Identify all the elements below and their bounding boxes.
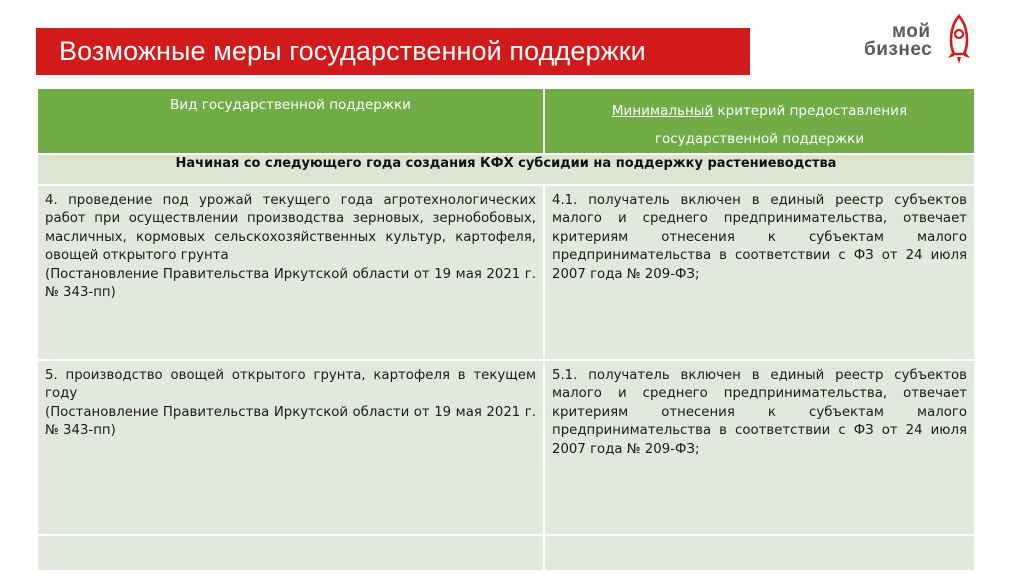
section-title: Начиная со следующего года создания КФХ субсидии на поддержку растениеводства (37, 154, 975, 185)
row-criterion-cell (544, 185, 975, 360)
criterion-text: 4.1. получатель включен в единый реестр субъектов малого и среднего предпринимательства, отвечает критериям отнесения к субъектам малого предпринимательства в соответствии с ФЗ от 24 июля 2007 года № 209-ФЗ; (552, 193, 967, 282)
rocket-icon (944, 14, 974, 72)
support-description: 4. проведение под урожай текущего года агротехнологических работ при осуществлении производства зерновых, зернобобовых, масличных, кормовых сельскохозяйственных культур, картофеля, овощей открытого грунта (45, 193, 536, 264)
table-row (37, 185, 975, 360)
support-measures-table (36, 87, 976, 572)
empty-cell-left (37, 535, 544, 571)
slide-title: Возможные меры государственной поддержки (59, 36, 646, 66)
table-header-row (37, 88, 975, 154)
header-min-criterion (544, 88, 975, 154)
empty-row (37, 535, 975, 571)
table-row (37, 360, 975, 535)
header-support-type: Вид государственной поддержки (37, 88, 544, 154)
criterion-text: 5.1. получатель включен в единый реестр субъектов малого и среднего предпринимательства, отвечает критериям отнесения к субъектам малого предпринимательства в соответствии с ФЗ от 24 июля 2007 года № 209-ФЗ; (552, 368, 967, 457)
empty-cell-right (544, 535, 975, 571)
header-criterion-rest: критерий предоставления (713, 103, 908, 119)
row-support-cell (37, 185, 544, 360)
row-criterion-cell (544, 360, 975, 535)
logo-word-biznes: бизнес (864, 39, 933, 60)
logo-word-moy: мой (892, 21, 931, 42)
support-reference: (Постановление Правительства Иркутской области от 19 мая 2021 г. № 343-пп) (45, 266, 536, 301)
moy-biznes-logo (862, 14, 982, 74)
header-underlined-word: Минимальный (611, 103, 714, 119)
header-criterion-line2: государственной поддержки (654, 131, 865, 147)
support-reference: (Постановление Правительства Иркутской области от 19 мая 2021 г. № 343-пп) (45, 404, 536, 439)
support-description: 5. производство овощей открытого грунта, картофеля в текущем году (45, 368, 536, 402)
slide-title-bar (36, 28, 750, 75)
section-row (37, 154, 975, 185)
row-support-cell (37, 360, 544, 535)
